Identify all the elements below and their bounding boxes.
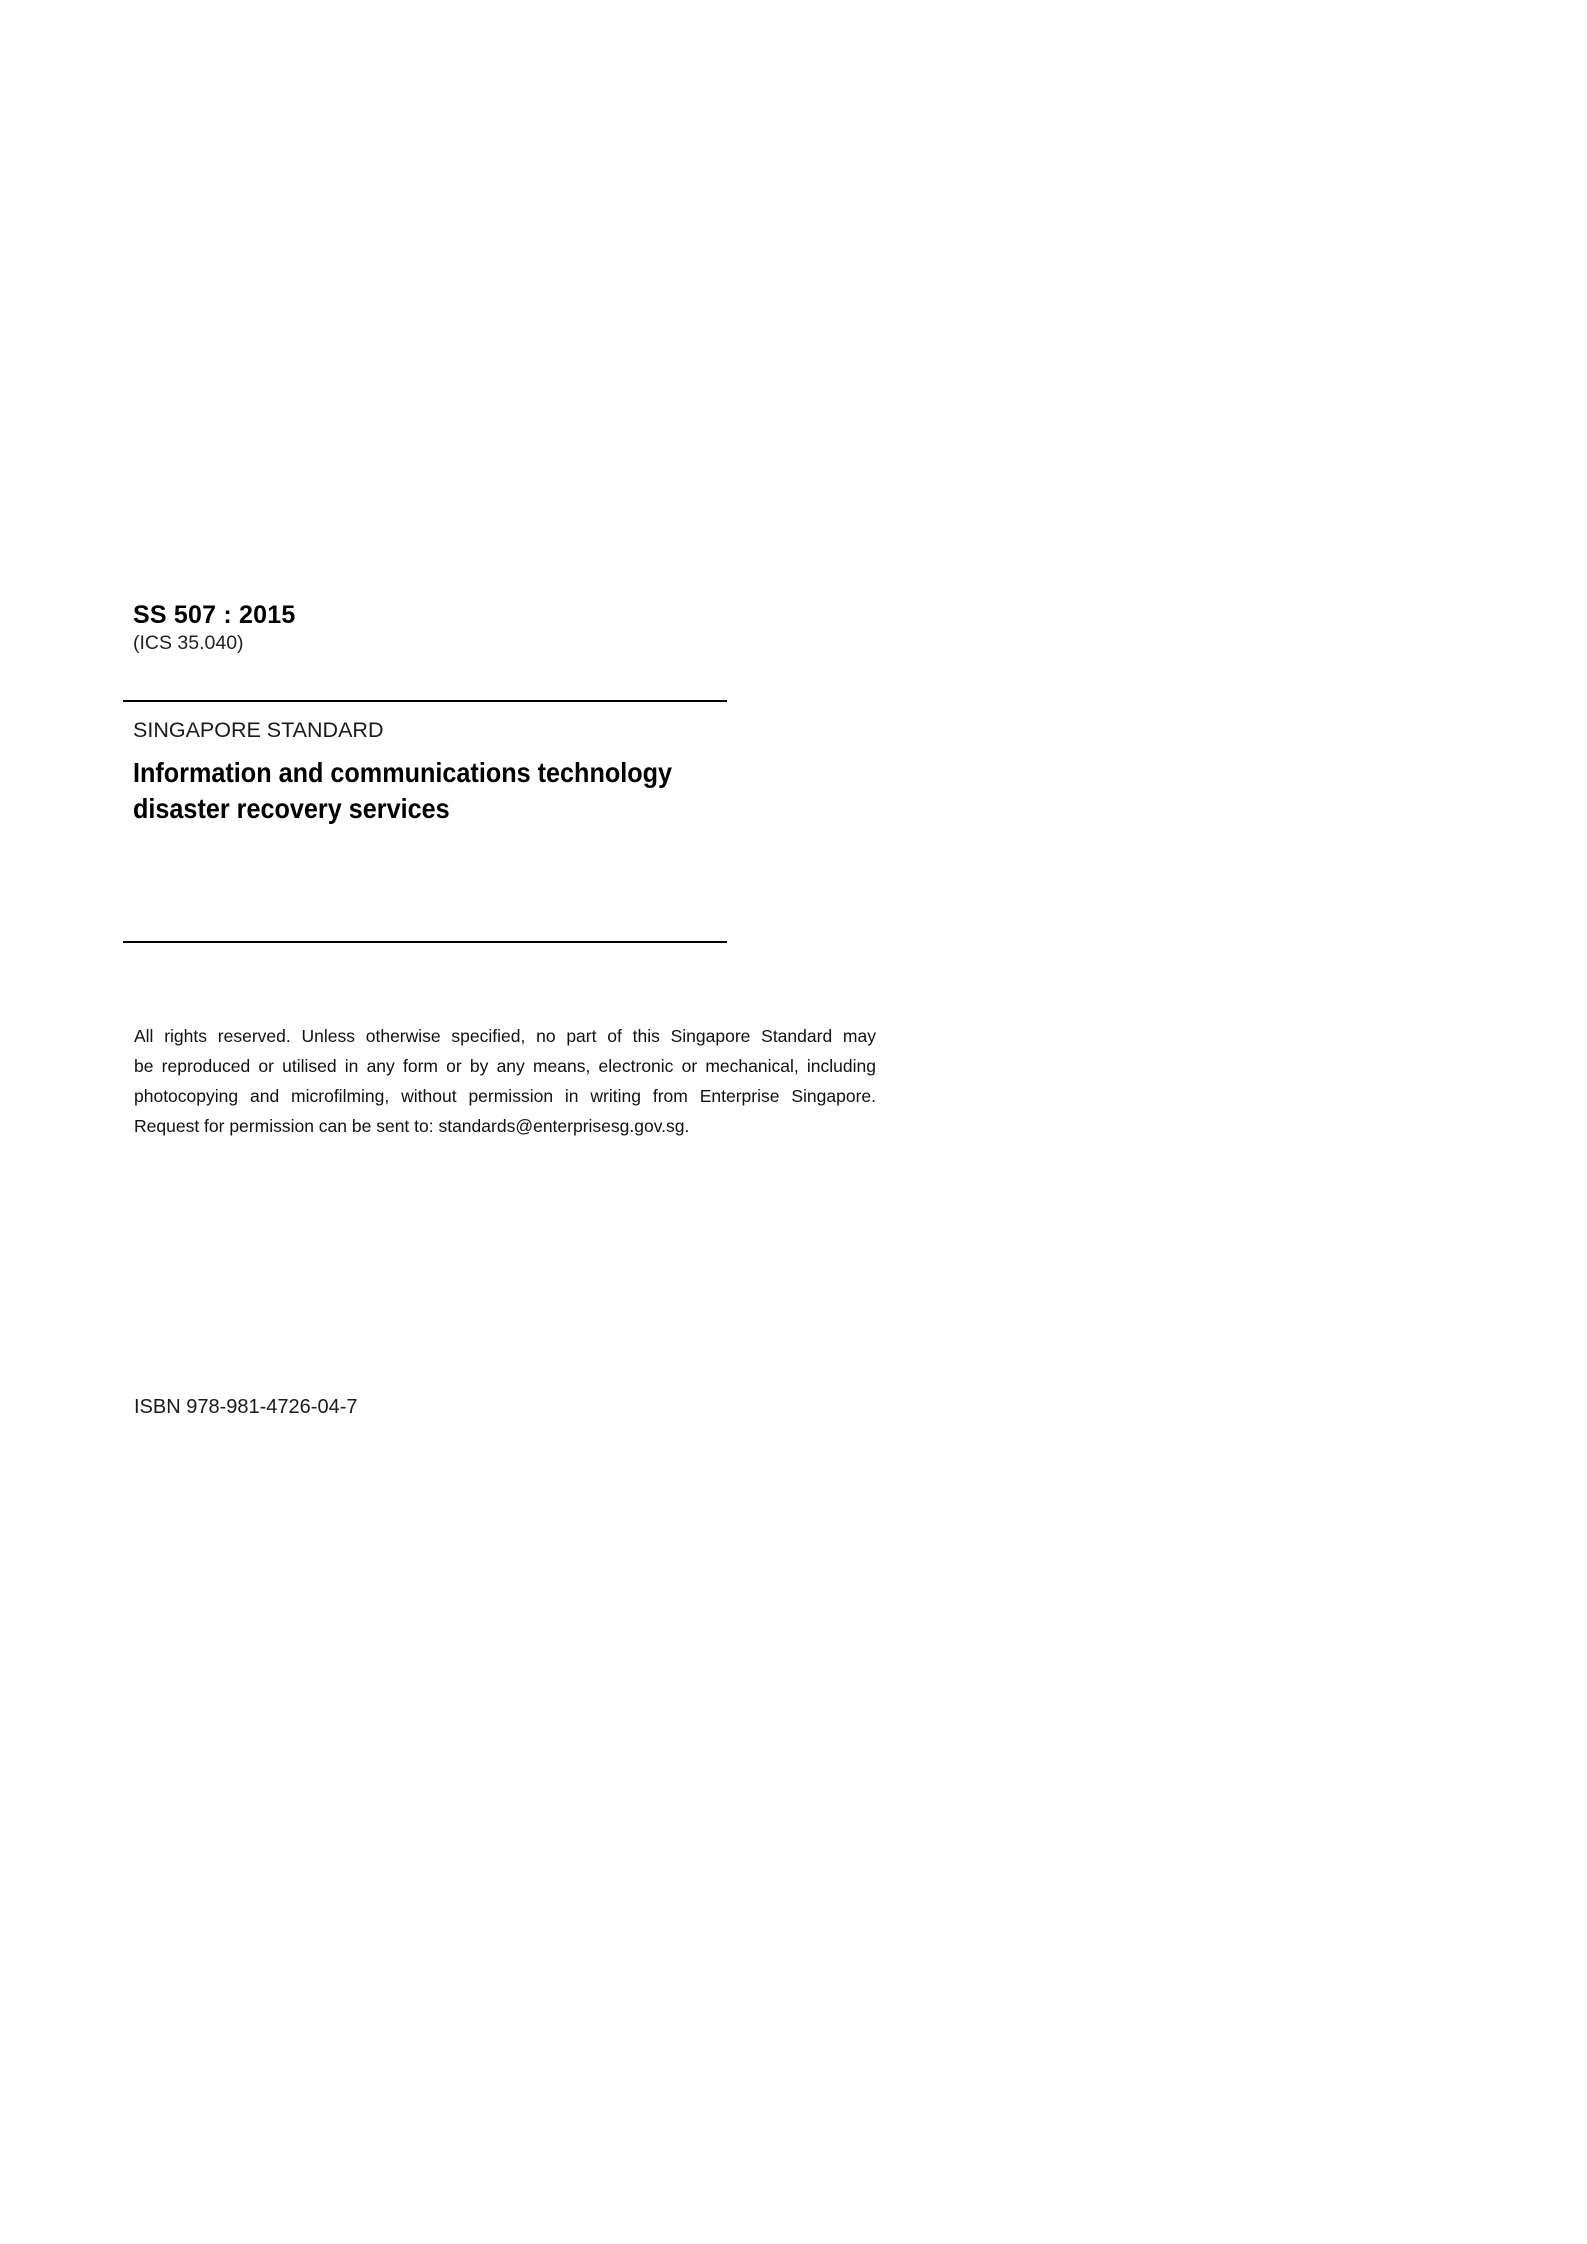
standard-type: SINGAPORE STANDARD — [133, 718, 384, 742]
copyright-notice-line: be reproduced or utilised in any form or by any means, electronic or mechanical, including — [134, 1056, 876, 1076]
standard-title-line: disaster recovery services — [133, 793, 450, 824]
standard-number: SS 507 : 2015 — [133, 601, 296, 629]
standard-title-line: Information and communications technology — [133, 757, 673, 788]
ics-code: (ICS 35.040) — [133, 632, 244, 654]
copyright-notice-line: Request for permission can be sent to: standards@enterprisesg.gov.sg. — [134, 1116, 690, 1136]
standard-title — [133, 755, 673, 827]
isbn: ISBN 978-981-4726-04-7 — [134, 1396, 358, 1418]
document-page — [0, 0, 1100, 1555]
copyright-notice — [134, 1021, 876, 1141]
title-top-rule — [123, 700, 727, 702]
title-bottom-rule — [123, 941, 727, 943]
copyright-notice-line: photocopying and microfilming, without permission in writing from Enterprise Singapore. — [134, 1086, 876, 1106]
copyright-notice-line: All rights reserved. Unless otherwise specified, no part of this Singapore Standard may — [134, 1026, 876, 1046]
